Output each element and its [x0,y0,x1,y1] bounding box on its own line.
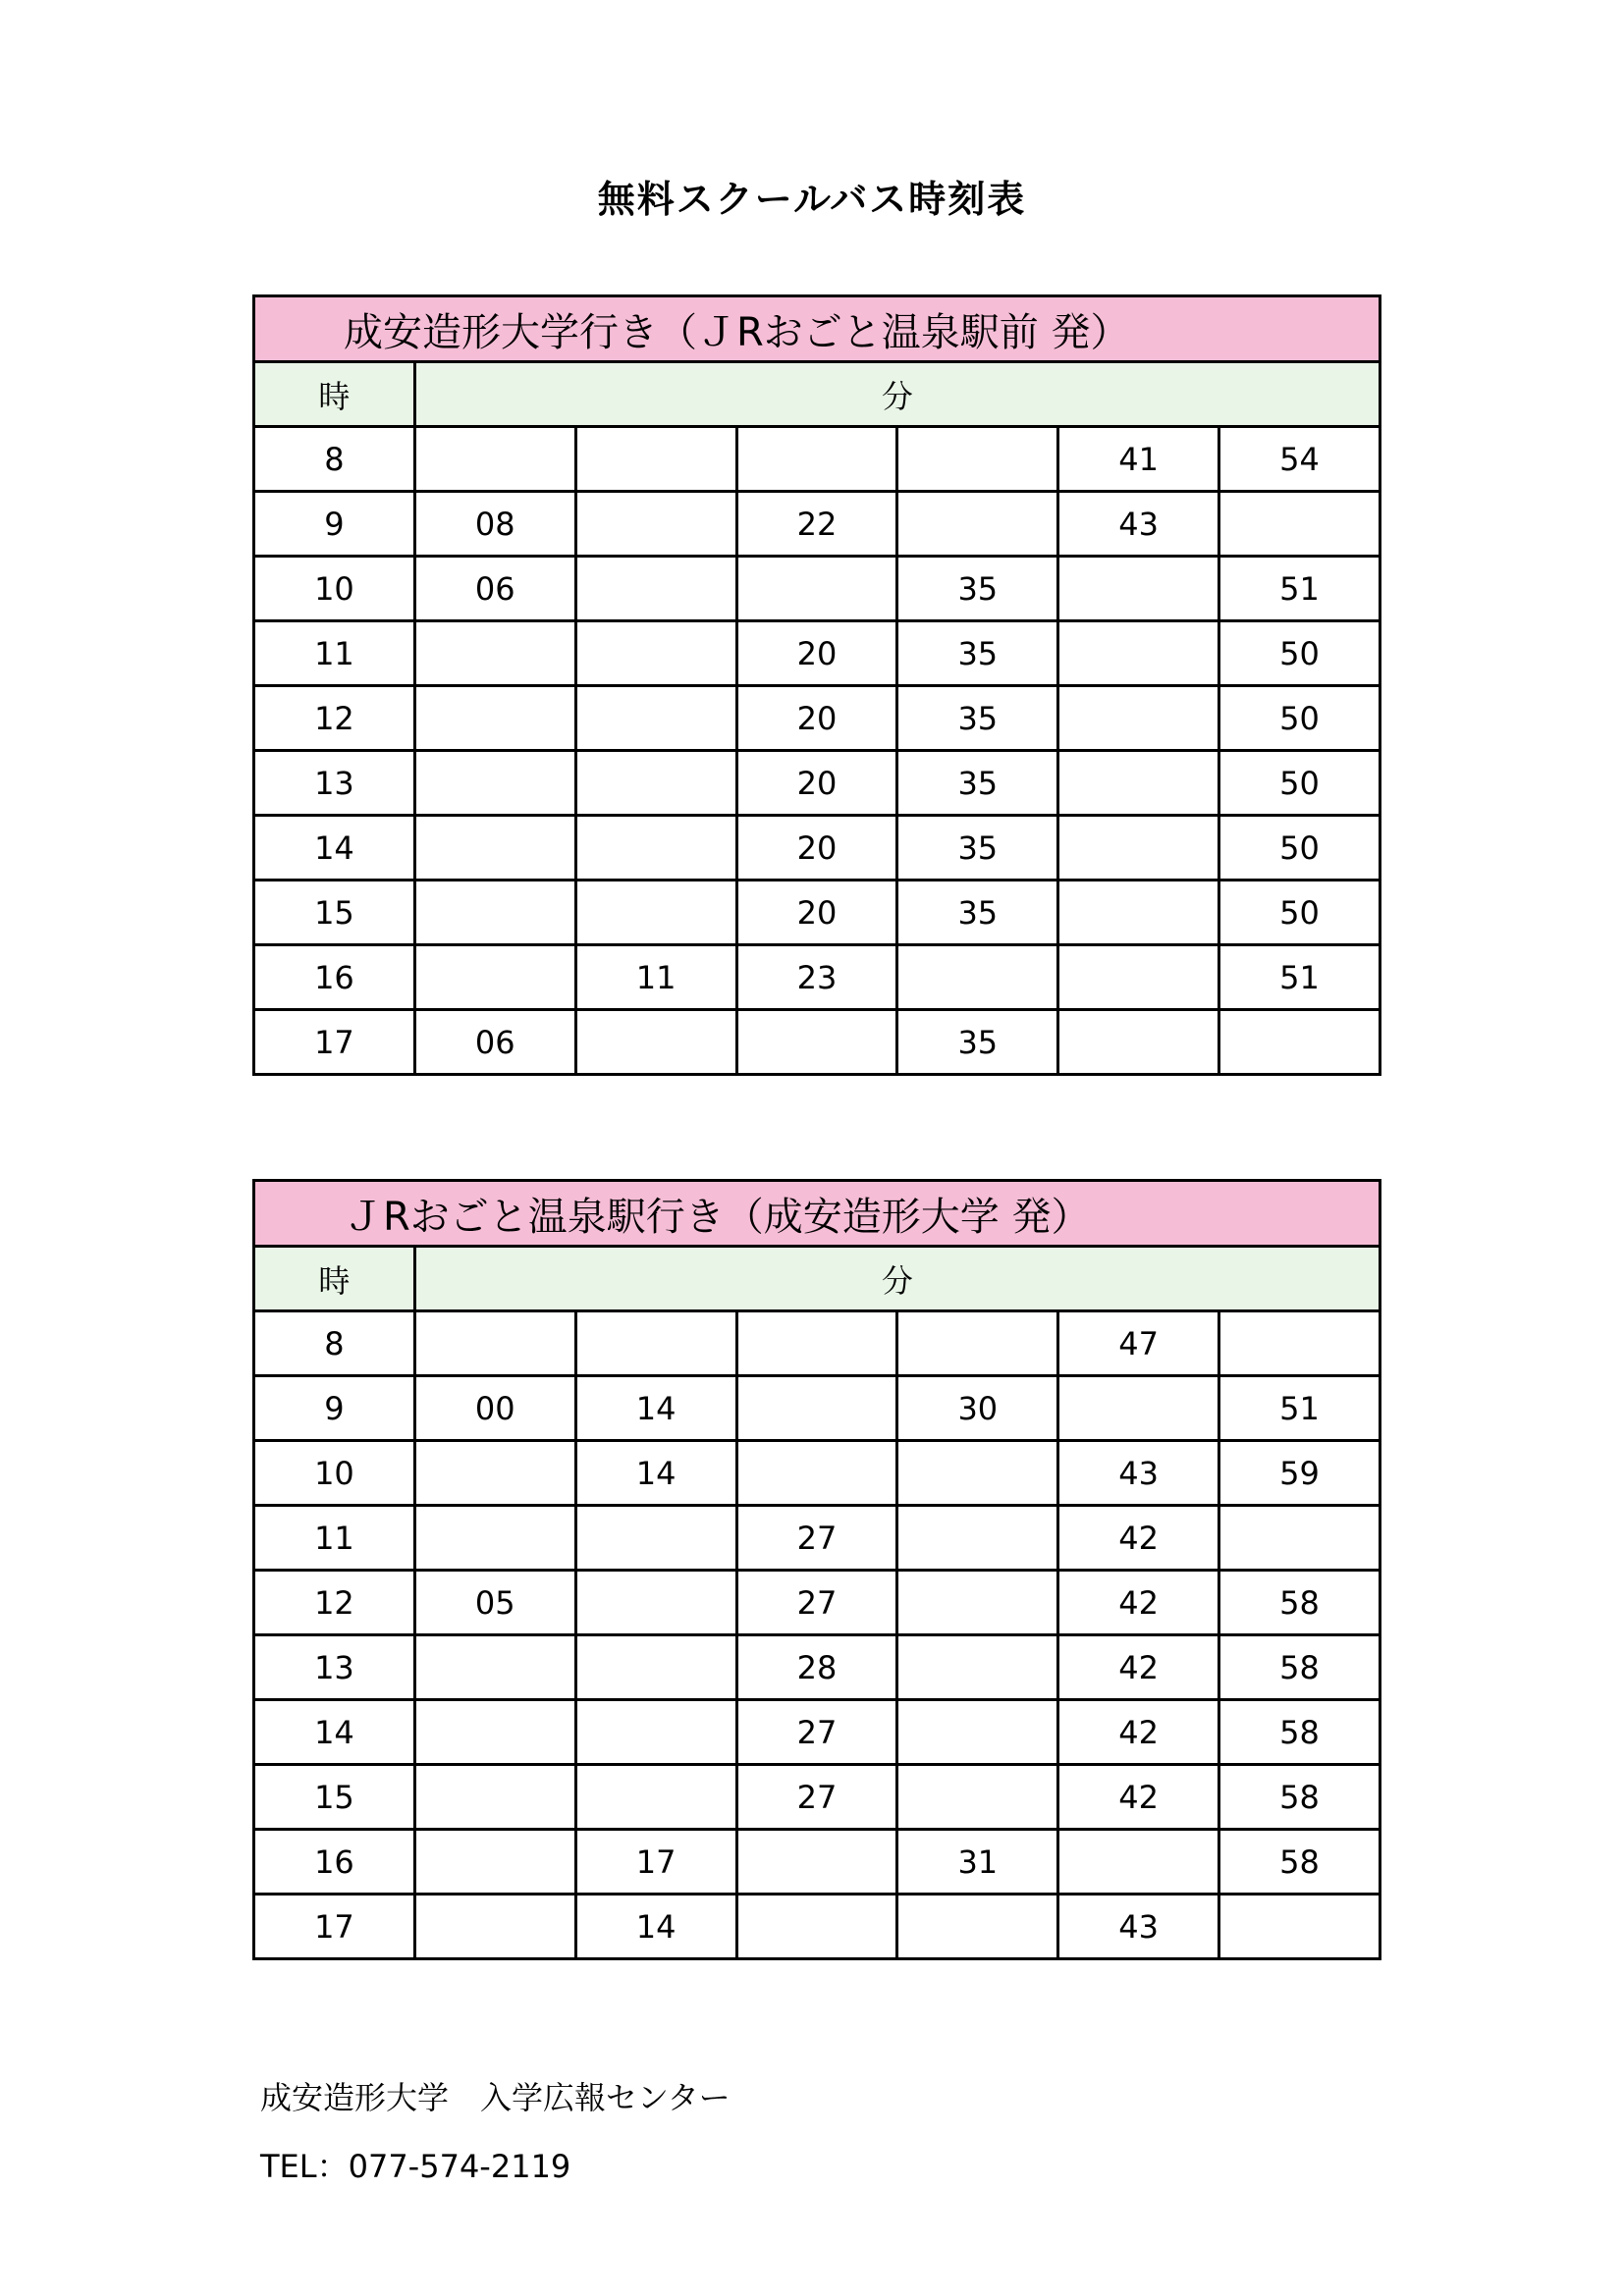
table-row [254,816,1380,881]
table-row [254,492,1380,557]
minute-cell [1219,1010,1380,1075]
minute-cell [897,1895,1058,1959]
minute-cell: 54 [1219,427,1380,492]
minute-cell [736,557,897,621]
table-heading: ＪRおごと温泉駅行き（成安造形大学 発） [254,1181,1380,1247]
column-header-minute: 分 [414,362,1380,427]
minute-cell: 50 [1219,816,1380,881]
page-title: 無料スクールバス時刻表 [597,178,1027,221]
minute-cell: 35 [897,751,1058,816]
minute-cell [1058,816,1219,881]
minute-cell: 14 [575,1376,736,1441]
minute-cell [736,1895,897,1959]
table-row [254,1441,1380,1506]
minute-cell [414,816,575,881]
minute-cell: 35 [897,621,1058,686]
minute-cell [1219,1506,1380,1571]
table-column-header-row [254,1247,1380,1311]
minute-cell [414,427,575,492]
minute-cell: 42 [1058,1506,1219,1571]
hour-cell: 16 [254,945,415,1010]
minute-cell [575,1010,736,1075]
minute-cell [897,945,1058,1010]
hour-cell: 12 [254,686,415,751]
minute-cell: 43 [1058,492,1219,557]
minute-cell: 51 [1219,945,1380,1010]
minute-cell: 14 [575,1895,736,1959]
table-heading-row [254,296,1380,362]
minute-cell [575,816,736,881]
minute-cell [1058,945,1219,1010]
minute-cell [736,1376,897,1441]
minute-cell: 27 [736,1700,897,1765]
minute-cell: 11 [575,945,736,1010]
minute-cell [1058,557,1219,621]
minute-cell [414,1635,575,1700]
footer-telephone: TEL：077-574-2119 [260,2148,571,2185]
column-header-hour: 時 [254,1247,415,1311]
hour-cell: 15 [254,881,415,945]
minute-cell: 58 [1219,1830,1380,1895]
table-row [254,1635,1380,1700]
minute-cell [575,427,736,492]
minute-cell [1058,621,1219,686]
minute-cell: 20 [736,816,897,881]
table-row [254,1376,1380,1441]
minute-cell [414,686,575,751]
hour-cell: 15 [254,1765,415,1830]
minute-cell: 58 [1219,1765,1380,1830]
hour-cell: 17 [254,1895,415,1959]
minute-cell [414,881,575,945]
minute-cell: 42 [1058,1700,1219,1765]
minute-cell [736,427,897,492]
minute-cell: 31 [897,1830,1058,1895]
minute-cell: 20 [736,621,897,686]
minute-cell: 50 [1219,881,1380,945]
table-row [254,751,1380,816]
minute-cell [1058,881,1219,945]
minute-cell [414,1506,575,1571]
minute-cell [897,1700,1058,1765]
minute-cell [1219,1311,1380,1376]
minute-cell [414,1700,575,1765]
minute-cell: 42 [1058,1635,1219,1700]
minute-cell: 58 [1219,1571,1380,1635]
hour-cell: 14 [254,816,415,881]
minute-cell [575,1765,736,1830]
hour-cell: 13 [254,1635,415,1700]
minute-cell [575,492,736,557]
table-column-header-row [254,362,1380,427]
minute-cell: 35 [897,1010,1058,1075]
hour-cell: 13 [254,751,415,816]
minute-cell: 27 [736,1765,897,1830]
minute-cell [575,751,736,816]
minute-cell: 35 [897,686,1058,751]
minute-cell [736,1311,897,1376]
minute-cell [575,881,736,945]
minute-cell: 47 [1058,1311,1219,1376]
timetable-to-station [252,1179,1381,1960]
minute-cell: 00 [414,1376,575,1441]
minute-cell: 50 [1219,621,1380,686]
minute-cell: 22 [736,492,897,557]
minute-cell [736,1010,897,1075]
table-row [254,557,1380,621]
minute-cell: 42 [1058,1765,1219,1830]
minute-cell: 58 [1219,1635,1380,1700]
minute-cell: 35 [897,881,1058,945]
minute-cell: 50 [1219,751,1380,816]
minute-cell [414,1441,575,1506]
minute-cell [1058,1376,1219,1441]
table-row [254,1700,1380,1765]
minute-cell: 51 [1219,557,1380,621]
minute-cell [575,1700,736,1765]
minute-cell [897,1571,1058,1635]
minute-cell [575,557,736,621]
minute-cell [414,751,575,816]
minute-cell [575,621,736,686]
table-heading: 成安造形大学行き（ＪRおごと温泉駅前 発） [254,296,1380,362]
minute-cell [414,1765,575,1830]
table-row [254,881,1380,945]
minute-cell [897,492,1058,557]
table-heading-row [254,1181,1380,1247]
minute-cell [897,1506,1058,1571]
minute-cell: 51 [1219,1376,1380,1441]
minute-cell [1058,1010,1219,1075]
minute-cell [1058,686,1219,751]
table-row [254,427,1380,492]
hour-cell: 11 [254,621,415,686]
hour-cell: 17 [254,1010,415,1075]
minute-cell: 23 [736,945,897,1010]
minute-cell [736,1830,897,1895]
minute-cell [1058,751,1219,816]
table-row [254,1506,1380,1571]
hour-cell: 12 [254,1571,415,1635]
minute-cell: 41 [1058,427,1219,492]
minute-cell: 35 [897,816,1058,881]
table-row [254,1010,1380,1075]
hour-cell: 10 [254,557,415,621]
hour-cell: 9 [254,492,415,557]
minute-cell [736,1441,897,1506]
column-header-minute: 分 [414,1247,1380,1311]
hour-cell: 10 [254,1441,415,1506]
minute-cell [575,686,736,751]
table-row [254,945,1380,1010]
minute-cell: 28 [736,1635,897,1700]
minute-cell: 27 [736,1506,897,1571]
hour-cell: 9 [254,1376,415,1441]
hour-cell: 16 [254,1830,415,1895]
minute-cell: 43 [1058,1441,1219,1506]
table-row [254,621,1380,686]
minute-cell [897,1635,1058,1700]
minute-cell: 43 [1058,1895,1219,1959]
hour-cell: 8 [254,427,415,492]
minute-cell: 20 [736,881,897,945]
minute-cell: 27 [736,1571,897,1635]
column-header-hour: 時 [254,362,415,427]
minute-cell: 35 [897,557,1058,621]
minute-cell [414,1895,575,1959]
minute-cell: 58 [1219,1700,1380,1765]
minute-cell [575,1635,736,1700]
minute-cell: 20 [736,751,897,816]
minute-cell [1058,1830,1219,1895]
table-row [254,1830,1380,1895]
minute-cell [1219,1895,1380,1959]
table-row [254,1765,1380,1830]
minute-cell: 42 [1058,1571,1219,1635]
minute-cell: 06 [414,1010,575,1075]
minute-cell [414,621,575,686]
hour-cell: 11 [254,1506,415,1571]
minute-cell [414,1830,575,1895]
minute-cell: 20 [736,686,897,751]
table-row [254,1311,1380,1376]
minute-cell: 17 [575,1830,736,1895]
minute-cell [575,1311,736,1376]
timetable-to-university [252,294,1381,1076]
minute-cell: 08 [414,492,575,557]
minute-cell: 05 [414,1571,575,1635]
minute-cell [414,1311,575,1376]
minute-cell: 14 [575,1441,736,1506]
minute-cell [897,1441,1058,1506]
minute-cell [575,1506,736,1571]
minute-cell [414,945,575,1010]
table-row [254,686,1380,751]
table-row [254,1571,1380,1635]
minute-cell: 59 [1219,1441,1380,1506]
minute-cell [575,1571,736,1635]
footer-organization: 成安造形大学 入学広報センター [260,2079,731,2116]
hour-cell: 8 [254,1311,415,1376]
minute-cell: 06 [414,557,575,621]
minute-cell: 30 [897,1376,1058,1441]
minute-cell [897,1311,1058,1376]
table-row [254,1895,1380,1959]
minute-cell: 50 [1219,686,1380,751]
minute-cell [1219,492,1380,557]
minute-cell [897,1765,1058,1830]
hour-cell: 14 [254,1700,415,1765]
minute-cell [897,427,1058,492]
